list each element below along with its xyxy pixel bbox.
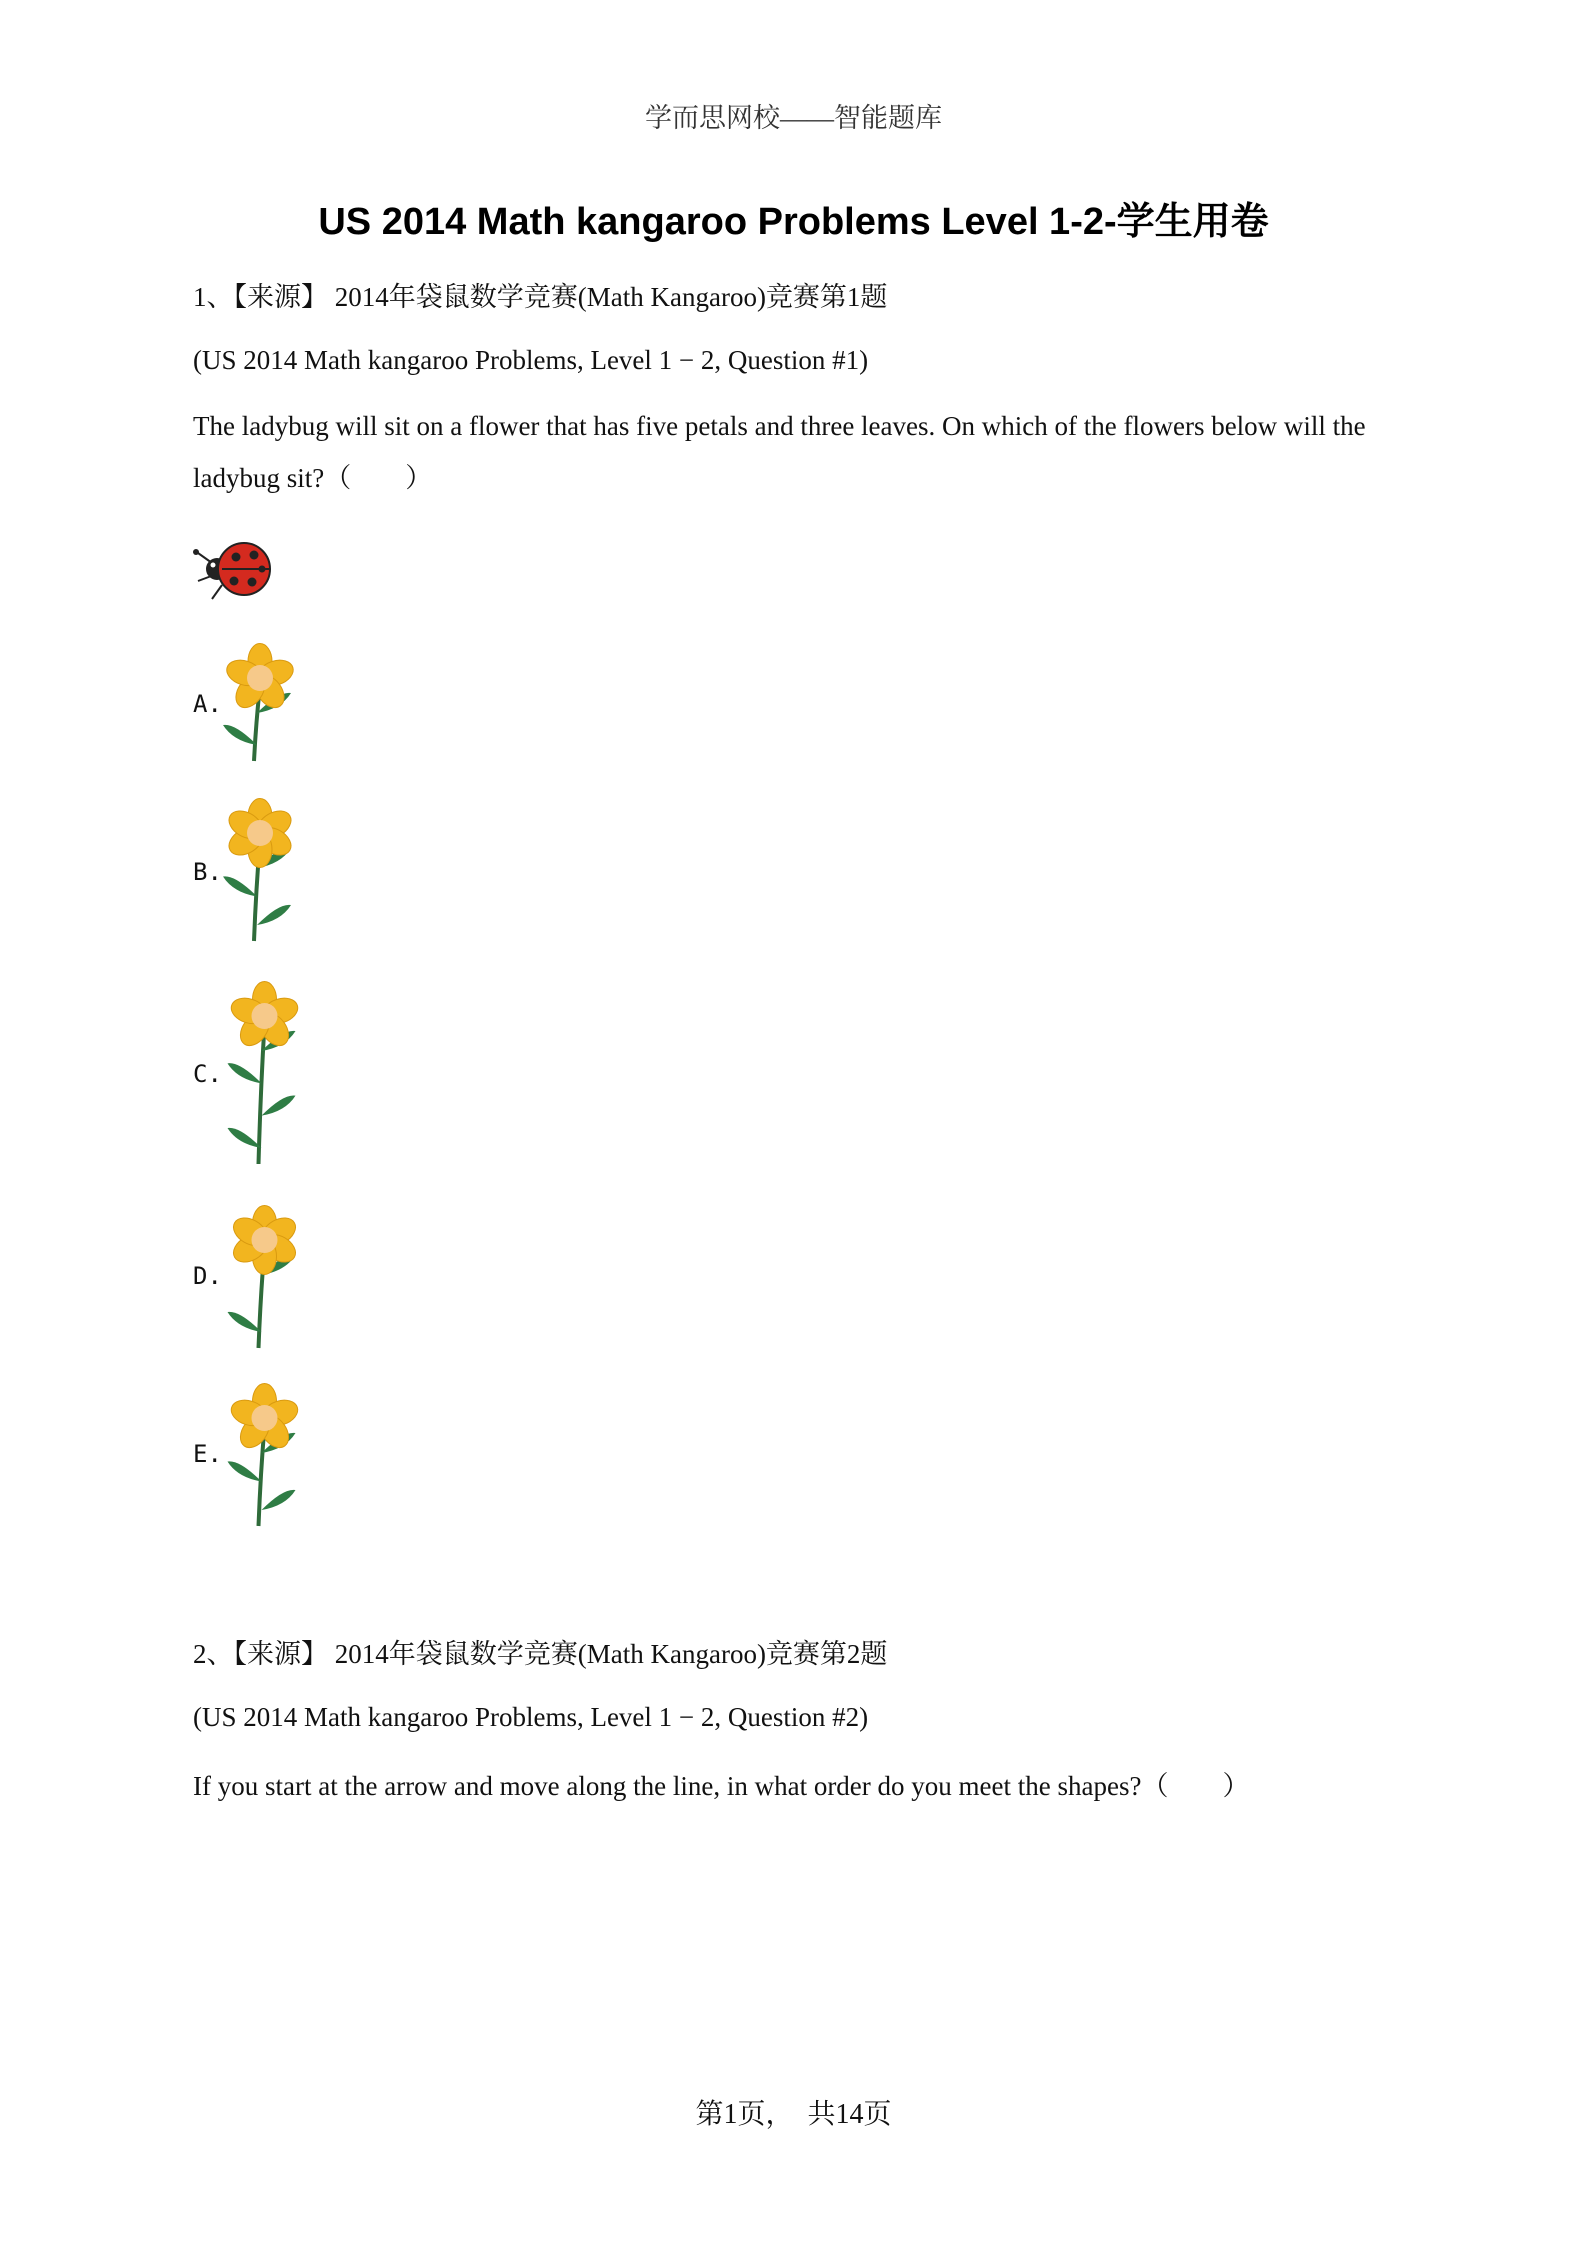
q2-text: If you start at the arrow and move along the line, in what order do you meet the shapes?（ ） <box>193 1771 1250 1801</box>
option-c-label[interactable]: C. <box>193 1060 222 1088</box>
option-d-label[interactable]: D. <box>193 1262 222 1290</box>
flower-leaf <box>223 876 257 896</box>
flower-leaf <box>228 1063 262 1083</box>
flower-leaf <box>223 725 257 745</box>
q1-reference: (US 2014 Math kangaroo Problems, Level 1 − 2, Question #1) <box>193 345 869 375</box>
option-a-label[interactable]: A. <box>193 690 222 718</box>
option-d-flower[interactable] <box>215 1202 325 1352</box>
flower-center <box>252 1003 278 1029</box>
q1-source: 1、【来源】 2014年袋鼠数学竞赛(Math Kangaroo)竞赛第1题 <box>193 282 888 312</box>
option-c-flower[interactable] <box>215 978 325 1168</box>
page-footer: 第1页， 共14页 <box>695 2099 892 2130</box>
flower-leaf <box>228 1128 262 1148</box>
flower-leaf <box>262 1096 296 1116</box>
option-a-flower[interactable] <box>215 640 315 765</box>
document-title: US 2014 Math kangaroo Problems Level 1-2-学生用卷 <box>318 201 1269 243</box>
flower-center <box>247 820 273 846</box>
flower-leaf <box>228 1461 262 1481</box>
q1-text: The ladybug will sit on a flower that has five petals and three leaves. On which of the flowers below will the ladybug sit?（ ） <box>193 411 1366 493</box>
flower-center <box>247 665 273 691</box>
q2-reference: (US 2014 Math kangaroo Problems, Level 1 − 2, Question #2) <box>193 1702 869 1732</box>
ladybug-image <box>192 533 282 603</box>
flower-leaf <box>228 1312 262 1332</box>
option-e-label[interactable]: E. <box>193 1440 222 1468</box>
page-header: 学而思网校——智能题库 <box>645 103 942 133</box>
flower-leaf <box>257 905 291 925</box>
flower-leaf <box>262 1490 296 1510</box>
option-b-flower[interactable] <box>215 795 315 945</box>
flower-center <box>252 1227 278 1253</box>
option-e-flower[interactable] <box>215 1380 325 1530</box>
option-b-label[interactable]: B. <box>193 858 222 886</box>
q2-source: 2、【来源】 2014年袋鼠数学竞赛(Math Kangaroo)竞赛第2题 <box>193 1639 888 1669</box>
flower-center <box>252 1405 278 1431</box>
flower-stem <box>259 1024 265 1164</box>
